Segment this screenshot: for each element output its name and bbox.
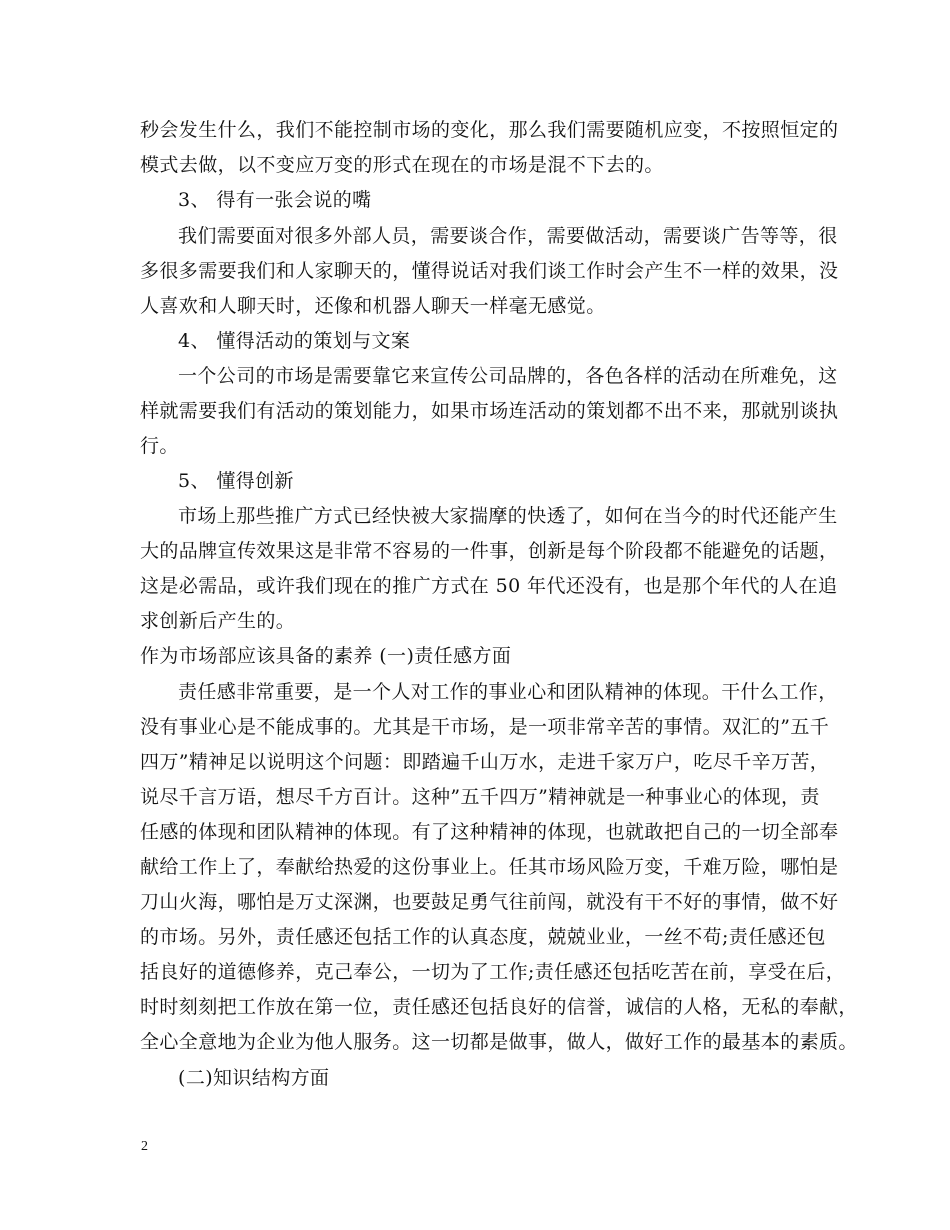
text-line: 的市场。另外，责任感还包括工作的认真态度，兢兢业业，一丝不苟;责任感还包 <box>140 926 826 948</box>
text-line: 没有事业心是不能成事的。尤其是干市场，是一项非常辛苦的事情。双汇的”五千 <box>140 716 830 738</box>
page-number: 2 <box>141 1139 148 1154</box>
text-line: 献给工作上了，奉献给热爱的这份事业上。任其市场风险万变，千难万险，哪怕是 <box>140 856 839 878</box>
text-line: 括良好的道德修养，克己奉公，一切为了工作;责任感还包括吃苦在前，享受在后， <box>140 961 846 983</box>
text-line: 人喜欢和人聊天时，还像和机器人聊天一样毫无感觉。 <box>140 295 606 317</box>
paragraph-first-line: 一个公司的市场是需要靠它来宣传公司品牌的，各色各样的活动在所难免，这 <box>178 365 838 387</box>
text-line: 时时刻刻把工作放在第一位，责任感还包括良好的信誉，诚信的人格，无私的奉献， <box>140 996 858 1018</box>
paragraph-first-line: 责任感非常重要，是一个人对工作的事业心和团队精神的体现。干什么工作， <box>178 681 838 703</box>
text-line: 大的品牌宣传效果这是非常不容易的一件事，创新是每个阶段都不能避免的话题， <box>140 540 839 562</box>
text-line: 行。 <box>140 435 179 457</box>
paragraph-first-line: 我们需要面对很多外部人员，需要谈合作，需要做活动，需要谈广告等等，很 <box>178 225 838 247</box>
section-heading: 3、 得有一张会说的嘴 <box>178 189 372 211</box>
paragraph-first-line: 市场上那些推广方式已经快被大家揣摩的快透了，如何在当今的时代还能产生 <box>178 505 838 527</box>
text-line: 说尽千言万语，想尽千方百计。这种”五千四万”精神就是一种事业心的体现，责 <box>140 786 820 808</box>
section-title: 作为市场部应该具备的素养 (一)责任感方面 <box>140 645 512 667</box>
text-line: 秒会发生什么，我们不能控制市场的变化，那么我们需要随机应变，不按照恒定的 <box>140 119 839 141</box>
text-line: 刀山火海，哪怕是万丈深渊，也要鼓足勇气往前闯，就没有干不好的事情，做不好 <box>140 891 839 913</box>
text-line: 全心全意地为企业为他人服务。这一切都是做事，做人，做好工作的最基本的素质。 <box>140 1031 858 1053</box>
text-line: 四万”精神足以说明这个问题：即踏遍千山万水，走进千家万户，吃尽千辛万苦， <box>140 751 830 773</box>
text-line: 任感的体现和团队精神的体现。有了这种精神的体现，也就敢把自己的一切全部奉 <box>140 821 839 843</box>
text-line: 这是必需品，或许我们现在的推广方式在 50 年代还没有，也是那个年代的人在追 <box>140 575 838 597</box>
text-line: 样就需要我们有活动的策划能力，如果市场连活动的策划都不出不来，那就别谈执 <box>140 400 839 422</box>
section-heading: 5、 懂得创新 <box>178 470 294 492</box>
section-heading: (二)知识结构方面 <box>178 1067 330 1089</box>
text-line: 多很多需要我们和人家聊天的，懂得说话对我们谈工作时会产生不一样的效果，没 <box>140 260 839 282</box>
text-line: 求创新后产生的。 <box>140 610 296 632</box>
text-line: 模式去做，以不变应万变的形式在现在的市场是混不下去的。 <box>140 154 664 176</box>
section-heading: 4、 懂得活动的策划与文案 <box>178 330 411 352</box>
